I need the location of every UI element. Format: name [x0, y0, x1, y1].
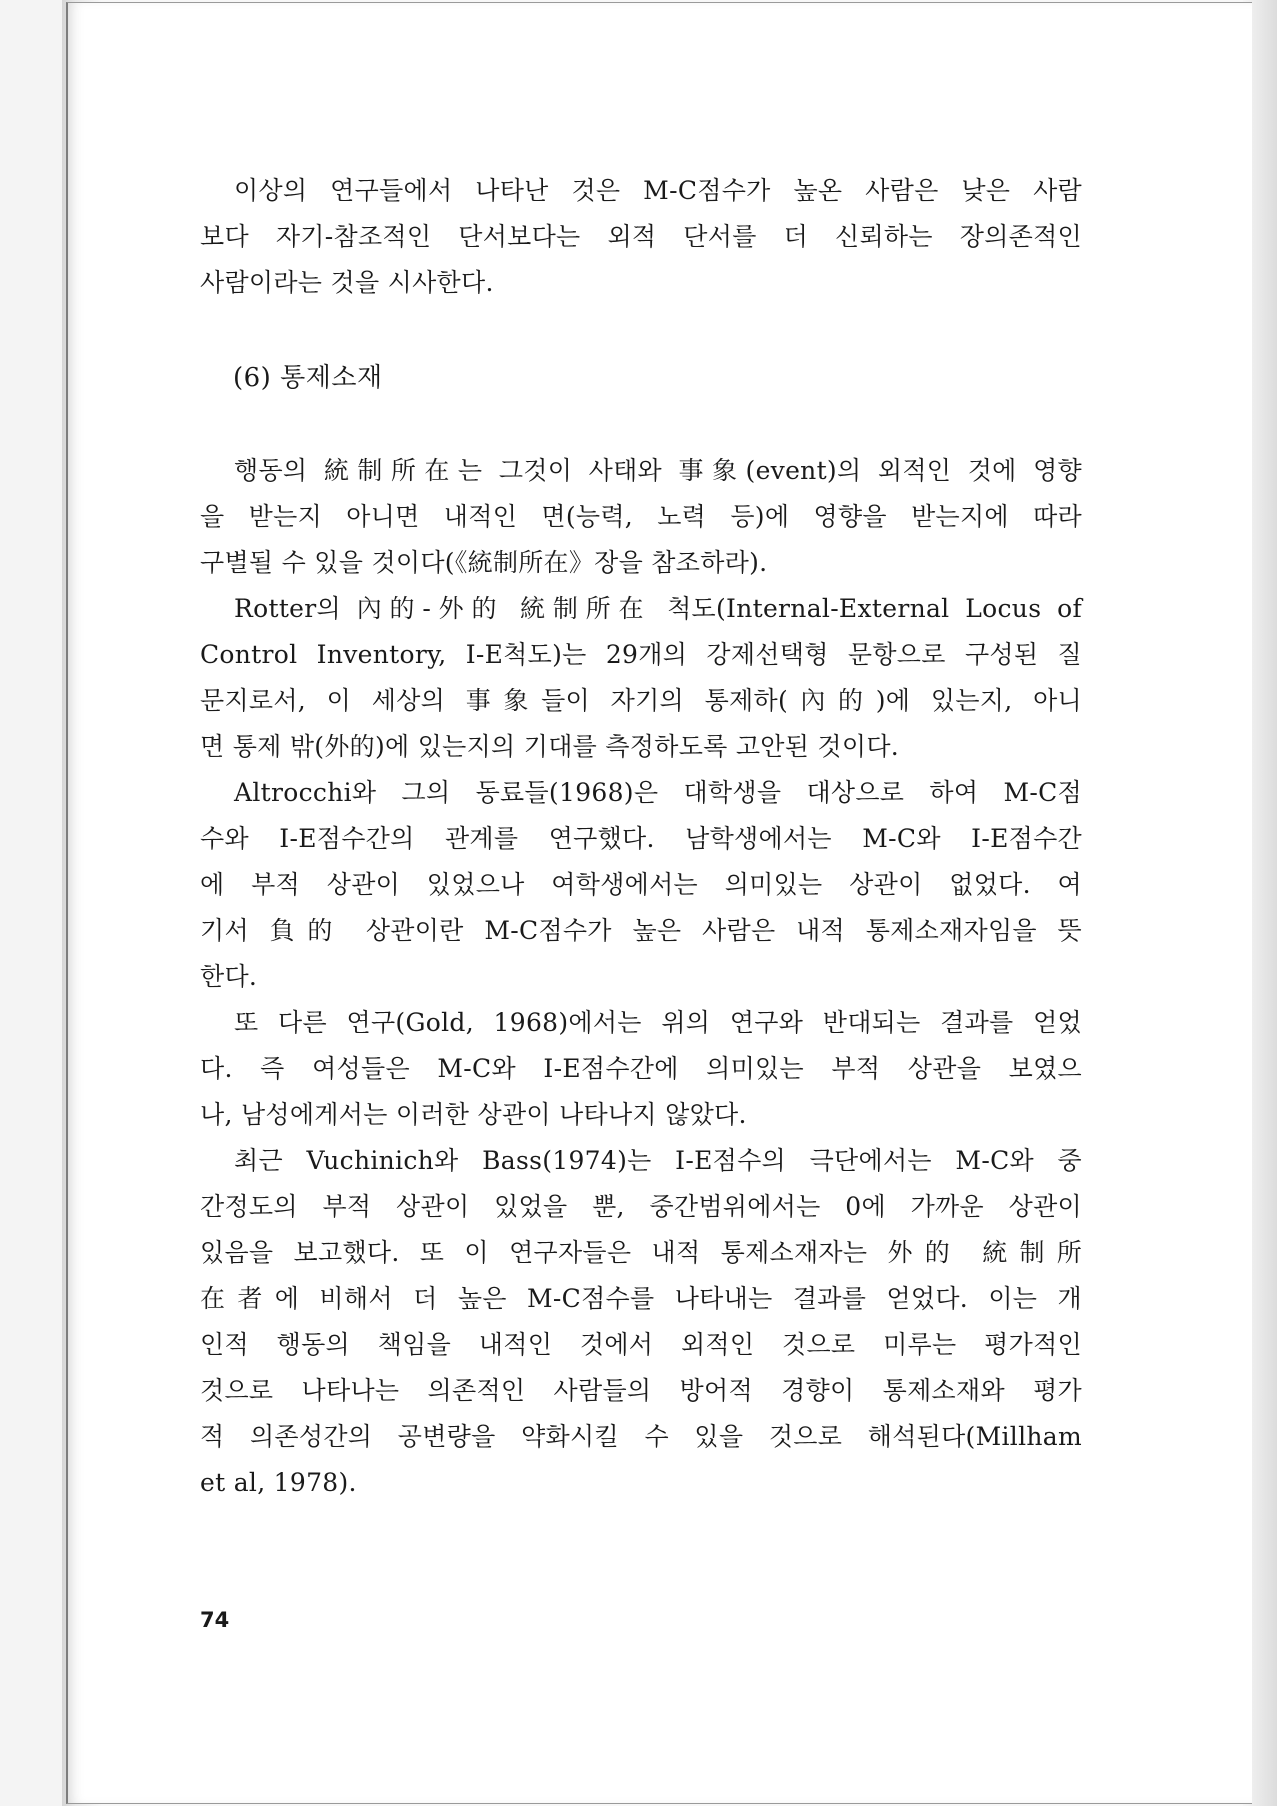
text-line: 한다.: [200, 962, 258, 991]
text-line: 있음을 보고했다. 또 이 연구자들은 내적 통제소재자는 外的 統制所: [200, 1238, 1082, 1267]
text-line: 인적 행동의 책임을 내적인 것에서 외적인 것으로 미루는 평가적인: [200, 1330, 1082, 1359]
text-line: Rotter의 內的-外的 統制所在 척도(Internal-External Locus of: [234, 594, 1082, 623]
text-line: 을 받는지 아니면 내적인 면(능력, 노력 등)에 영향을 받는지에 따라: [200, 502, 1082, 531]
intro-paragraph: [200, 168, 1082, 306]
text-line: 보다 자기-참조적인 단서보다는 외적 단서를 더 신뢰하는 장의존적인: [200, 222, 1082, 251]
text-line: 在者에 비해서 더 높은 M-C점수를 나타내는 결과를 얻었다. 이는 개: [200, 1284, 1082, 1313]
body-text: [200, 448, 1082, 1506]
text-line: Altrocchi와 그의 동료들(1968)은 대학생을 대상으로 하여 M-C점: [234, 778, 1082, 807]
text-line: et al, 1978).: [200, 1468, 357, 1497]
text-line: 또 다른 연구(Gold, 1968)에서는 위의 연구와 반대되는 결과를 얻었: [234, 1008, 1082, 1037]
text-line: 것으로 나타나는 의존적인 사람들의 방어적 경향이 통제소재와 평가: [200, 1376, 1082, 1405]
page-number: 74: [200, 1608, 230, 1632]
text-line: 문지로서, 이 세상의 事象들이 자기의 통제하(內的)에 있는지, 아니: [200, 686, 1082, 715]
text-line: 면 통제 밖(外的)에 있는지의 기대를 측정하도록 고안된 것이다.: [200, 732, 900, 761]
text-line: 수와 I-E점수간의 관계를 연구했다. 남학생에서는 M-C와 I-E점수간: [200, 824, 1082, 853]
text-line: 에 부적 상관이 있었으나 여학생에서는 의미있는 상관이 없었다. 여: [200, 870, 1082, 899]
text-line: 최근 Vuchinich와 Bass(1974)는 I-E점수의 극단에서는 M-C와 중: [234, 1146, 1082, 1175]
text-line: Control Inventory, I-E척도)는 29개의 강제선택형 문항으로 구성된 질: [200, 640, 1082, 669]
text-line: 다. 즉 여성들은 M-C와 I-E점수간에 의미있는 부적 상관을 보였으: [200, 1054, 1082, 1083]
section-heading: (6) 통제소재: [233, 363, 383, 393]
text-line: 기서 負的 상관이란 M-C점수가 높은 사람은 내적 통제소재자임을 뜻: [200, 916, 1082, 945]
text-line: 간정도의 부적 상관이 있었을 뿐, 중간범위에서는 0에 가까운 상관이: [200, 1192, 1082, 1221]
text-line: 사람이라는 것을 시사한다.: [200, 268, 494, 297]
text-line: 이상의 연구들에서 나타난 것은 M-C점수가 높온 사람은 낮은 사람: [234, 176, 1082, 205]
text-line: 구별될 수 있을 것이다(《統制所在》장을 참조하라).: [200, 548, 768, 577]
text-line: 나, 남성에게서는 이러한 상관이 나타나지 않았다.: [200, 1100, 747, 1129]
text-line: 행동의 統制所在는 그것이 사태와 事象(event)의 외적인 것에 영향: [234, 456, 1082, 485]
text-line: 적 의존성간의 공변량을 약화시킬 수 있을 것으로 해석된다(Millham: [200, 1422, 1082, 1451]
